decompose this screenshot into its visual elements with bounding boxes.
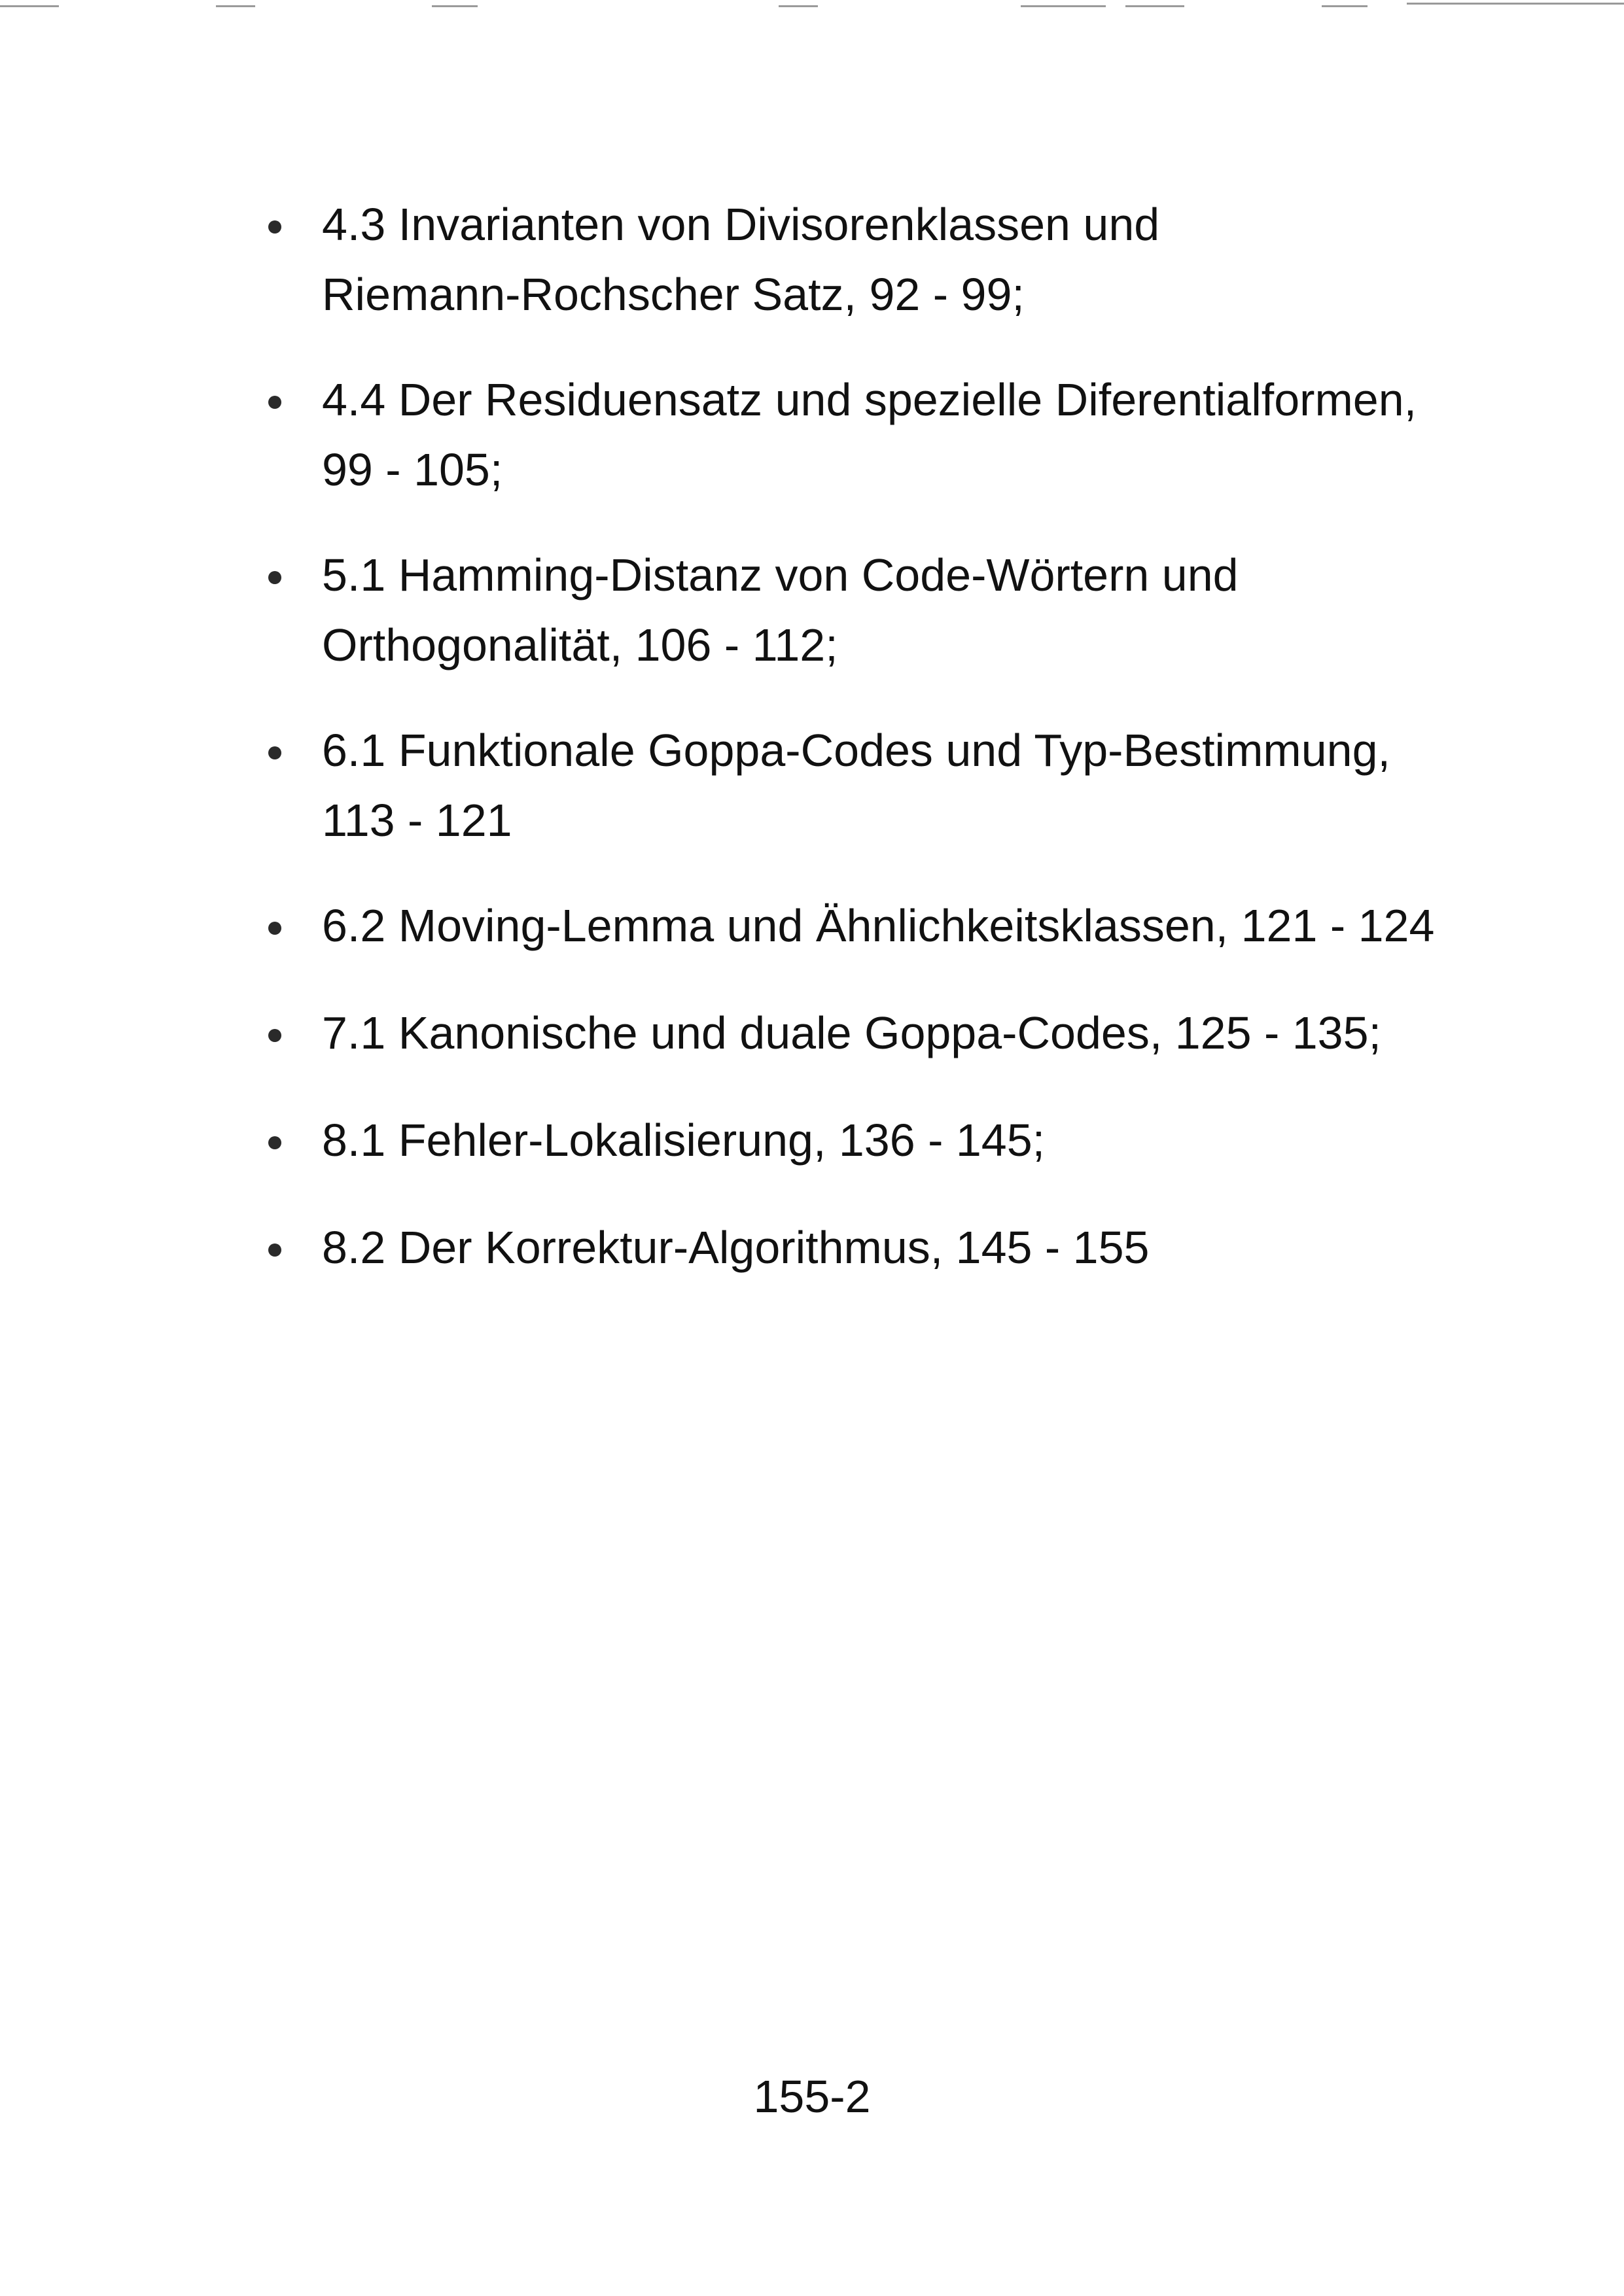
bullet-icon	[268, 396, 281, 409]
toc-item-text: 6.1 Funktionale Goppa-Codes und Typ-Bestimmung, 113 - 121	[322, 725, 1390, 846]
toc-item-text: 7.1 Kanonische und duale Goppa-Codes, 125 - 135;	[322, 1007, 1381, 1058]
toc-item-text: 4.3 Invarianten von Divisorenklassen und Riemann-Rochscher Satz, 92 - 99;	[322, 199, 1160, 320]
table-of-contents-list	[268, 190, 1551, 1320]
bullet-icon	[268, 922, 281, 935]
toc-item-text: 8.1 Fehler-Lokalisierung, 136 - 145;	[322, 1115, 1046, 1166]
bullet-icon	[268, 1029, 281, 1042]
bullet-icon	[268, 1244, 281, 1257]
bullet-icon	[268, 571, 281, 584]
toc-item	[268, 716, 1551, 856]
scan-edge-artifact	[0, 5, 1624, 12]
toc-item-text: 4.4 Der Residuensatz und spezielle Diferentialformen, 99 - 105;	[322, 374, 1417, 495]
bullet-icon	[268, 746, 281, 759]
toc-item	[268, 1105, 1551, 1175]
toc-item-text: 6.2 Moving-Lemma und Ähnlichkeitsklassen, 121 - 124	[322, 900, 1435, 951]
bullet-icon	[268, 220, 281, 234]
toc-item-text: 8.2 Der Korrektur-Algorithmus, 145 - 155	[322, 1222, 1150, 1273]
toc-item	[268, 365, 1551, 505]
page-number: 155-2	[753, 2071, 871, 2122]
toc-item	[268, 190, 1551, 330]
toc-item	[268, 891, 1551, 961]
toc-item-text: 5.1 Hamming-Distanz von Code-Wörtern und Orthogonalität, 106 - 112;	[322, 549, 1239, 670]
toc-item	[268, 998, 1551, 1068]
bullet-icon	[268, 1136, 281, 1149]
toc-item	[268, 1213, 1551, 1283]
toc-item	[268, 540, 1551, 680]
